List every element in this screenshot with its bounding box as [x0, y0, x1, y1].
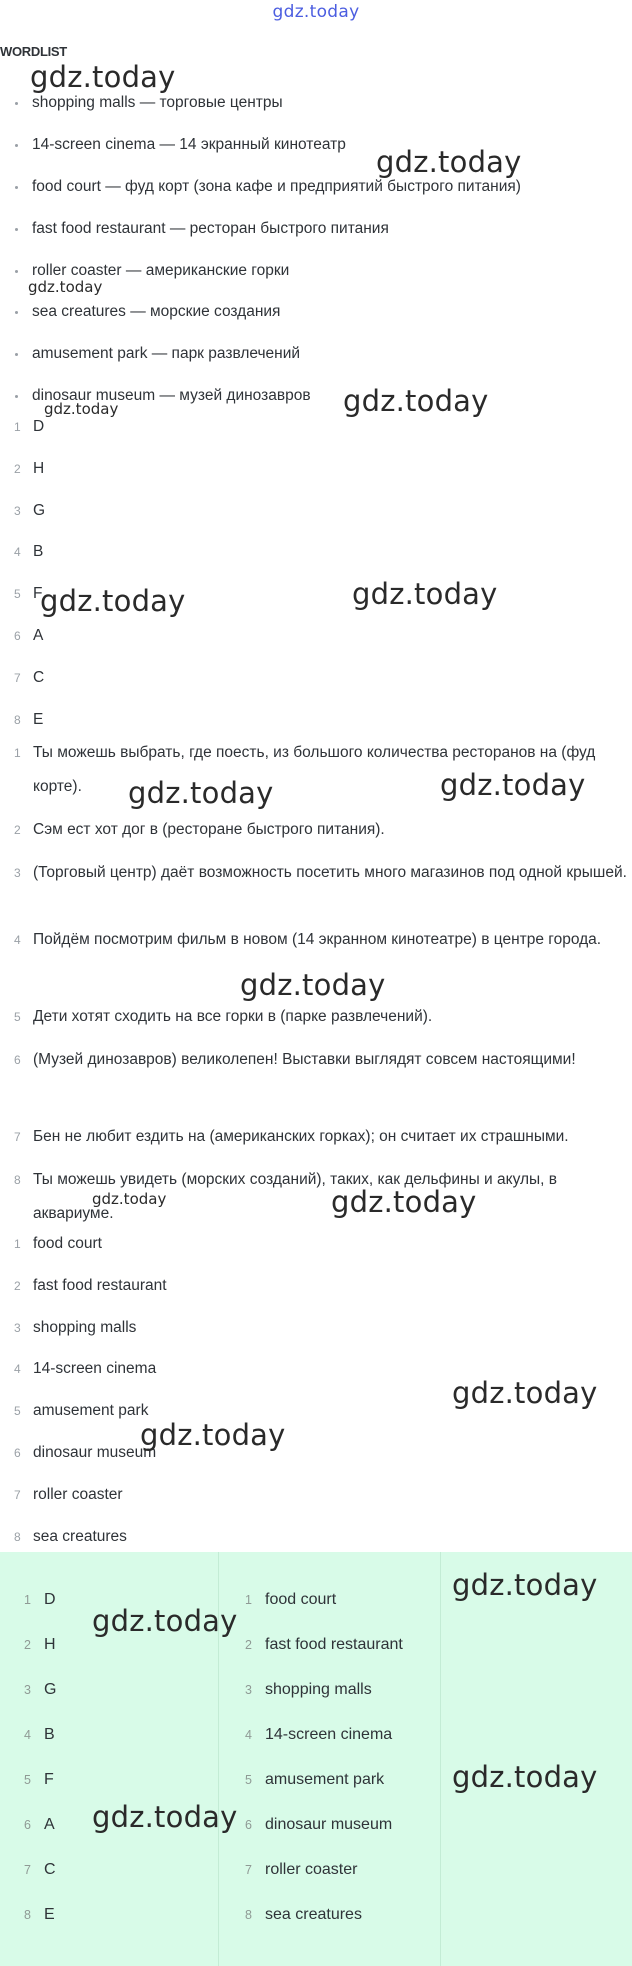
bullet-dot [15, 144, 18, 147]
item-number: 5 [14, 587, 21, 601]
item-number: 7 [24, 1863, 31, 1877]
item-number: 5 [24, 1773, 31, 1787]
item-number: 3 [14, 504, 21, 518]
answer-phrase: 14-screen cinema [265, 1726, 393, 1743]
item-number: 2 [245, 1638, 252, 1652]
phrase-text: food court [33, 1235, 102, 1252]
item-number: 4 [245, 1728, 252, 1742]
answer-letter: F [44, 1771, 54, 1788]
wordlist-item-text: fast food restaurant — ресторан быстрого питания [32, 220, 389, 237]
answer-phrase: fast food restaurant [265, 1636, 403, 1653]
item-number: 2 [24, 1638, 31, 1652]
item-number: 6 [245, 1818, 252, 1832]
matching-letter: H [33, 460, 45, 477]
wordlist-item-text: 14-screen cinema — 14 экранный кинотеатр [32, 136, 346, 153]
answer-phrase: dinosaur museum [265, 1816, 393, 1833]
phrase-text: fast food restaurant [33, 1277, 167, 1294]
item-number: 6 [14, 1446, 21, 1460]
sentence-text: (Музей динозавров) великолепен! Выставки выглядят совсем настоящими! [33, 1051, 576, 1068]
watermark: gdz.today [128, 776, 274, 810]
item-number: 8 [14, 1173, 21, 1187]
item-number: 4 [24, 1728, 31, 1742]
wordlist-item-text: sea creatures — морские создания [32, 303, 281, 320]
item-number: 3 [14, 866, 21, 880]
item-number: 6 [24, 1818, 31, 1832]
sentence-text: (Торговый центр) даёт возможность посетить много магазинов под одной крышей. [33, 864, 627, 881]
answer-letter: A [44, 1816, 55, 1833]
item-number: 8 [24, 1908, 31, 1922]
item-number: 5 [245, 1773, 252, 1787]
answer-phrase: amusement park [265, 1771, 385, 1788]
wordlist-item-text: shopping malls — торговые центры [32, 94, 283, 111]
wordlist-item-text: dinosaur museum — музей динозавров [32, 387, 311, 404]
answer-letter: C [44, 1861, 56, 1878]
item-number: 3 [24, 1683, 31, 1697]
item-number: 6 [14, 1053, 21, 1067]
item-number: 1 [14, 1237, 21, 1251]
sentence-text: Дети хотят сходить на все горки в (парке развлечений). [33, 1008, 433, 1025]
watermark: gdz.today [92, 1190, 167, 1208]
matching-letter: E [33, 711, 44, 728]
phrase-text: roller coaster [33, 1486, 123, 1503]
item-number: 7 [14, 1130, 21, 1144]
item-number: 4 [14, 545, 21, 559]
wordlist-item-text: food court — фуд корт (зона кафе и предприятий быстрого питания) [32, 178, 521, 195]
watermark: gdz.today [240, 968, 386, 1002]
watermark: gdz.today [352, 577, 498, 611]
sentence-text: Бен не любит ездить на (американских горках); он считает их страшными. [33, 1128, 569, 1145]
item-number: 1 [245, 1593, 252, 1607]
item-number: 2 [14, 1279, 21, 1293]
watermark: gdz.today [343, 384, 489, 418]
matching-letter: B [33, 543, 44, 560]
item-number: 7 [14, 671, 21, 685]
bullet-dot [15, 186, 18, 189]
item-number: 3 [14, 1321, 21, 1335]
wordlist-item-text: roller coaster — американские горки [32, 262, 290, 279]
matching-letter: D [33, 418, 45, 435]
item-number: 1 [14, 420, 21, 434]
phrase-text: amusement park [33, 1402, 149, 1419]
wordlist-item-text: amusement park — парк развлечений [32, 345, 301, 362]
matching-letter: F [33, 585, 43, 602]
watermark: gdz.today [452, 1376, 598, 1410]
bullet-dot [15, 353, 18, 356]
item-number: 1 [24, 1593, 31, 1607]
item-number: 8 [14, 713, 21, 727]
watermark: gdz.today [44, 400, 119, 418]
answer-phrase: roller coaster [265, 1861, 358, 1878]
answer-letter: H [44, 1636, 56, 1653]
phrase-text: shopping malls [33, 1319, 137, 1336]
wordlist-title: WORDLIST [0, 44, 67, 59]
site-brand: gdz.today [272, 2, 360, 22]
watermark: gdz.today [92, 1604, 238, 1638]
watermark: gdz.today [28, 278, 103, 296]
answer-letter: E [44, 1906, 55, 1923]
watermark: gdz.today [30, 60, 176, 94]
watermark: gdz.today [376, 145, 522, 179]
item-number: 3 [245, 1683, 252, 1697]
item-number: 2 [14, 823, 21, 837]
item-number: 7 [245, 1863, 252, 1877]
phrase-text: dinosaur museum [33, 1444, 157, 1461]
item-number: 8 [245, 1908, 252, 1922]
answer-letter: D [44, 1591, 56, 1608]
bullet-dot [15, 395, 18, 398]
bullet-dot [15, 228, 18, 231]
watermark: gdz.today [452, 1568, 598, 1602]
watermark: gdz.today [331, 1185, 477, 1219]
phrase-text: 14-screen cinema [33, 1360, 157, 1377]
phrase-text: sea creatures [33, 1528, 127, 1545]
bullet-dot [15, 311, 18, 314]
sentence-text: Ты можешь выбрать, где поесть, из большого количества ресторанов на (фуд корте). [33, 744, 596, 795]
sentence-text: Пойдём посмотрим фильм в новом (14 экранном кинотеатре) в центре города. [33, 931, 602, 948]
answer-phrase: food court [265, 1591, 337, 1608]
watermark: gdz.today [452, 1760, 598, 1794]
bullet-dot [15, 270, 18, 273]
answer-phrase: sea creatures [265, 1906, 362, 1923]
answer-letter: B [44, 1726, 55, 1743]
item-number: 5 [14, 1404, 21, 1418]
answer-letter: G [44, 1681, 57, 1698]
watermark: gdz.today [40, 584, 186, 618]
matching-letter: A [33, 627, 44, 644]
answer-phrase: shopping malls [265, 1681, 372, 1698]
watermark: gdz.today [92, 1800, 238, 1834]
bullet-dot [15, 102, 18, 105]
item-number: 2 [14, 462, 21, 476]
sentence-text: Ты можешь увидеть (морских созданий), таких, как дельфины и акулы, в аквариуме. [33, 1171, 558, 1222]
item-number: 1 [14, 746, 21, 760]
item-number: 6 [14, 629, 21, 643]
matching-letter: G [33, 502, 46, 519]
item-number: 4 [14, 1362, 21, 1376]
item-number: 5 [14, 1010, 21, 1024]
item-number: 4 [14, 933, 21, 947]
item-number: 8 [14, 1530, 21, 1544]
answer-column-divider [440, 1552, 441, 1966]
watermark: gdz.today [140, 1418, 286, 1452]
watermark: gdz.today [440, 768, 586, 802]
sentence-text: Сэм ест хот дог в (ресторане быстрого питания). [33, 821, 385, 838]
item-number: 7 [14, 1488, 21, 1502]
matching-letter: C [33, 669, 45, 686]
